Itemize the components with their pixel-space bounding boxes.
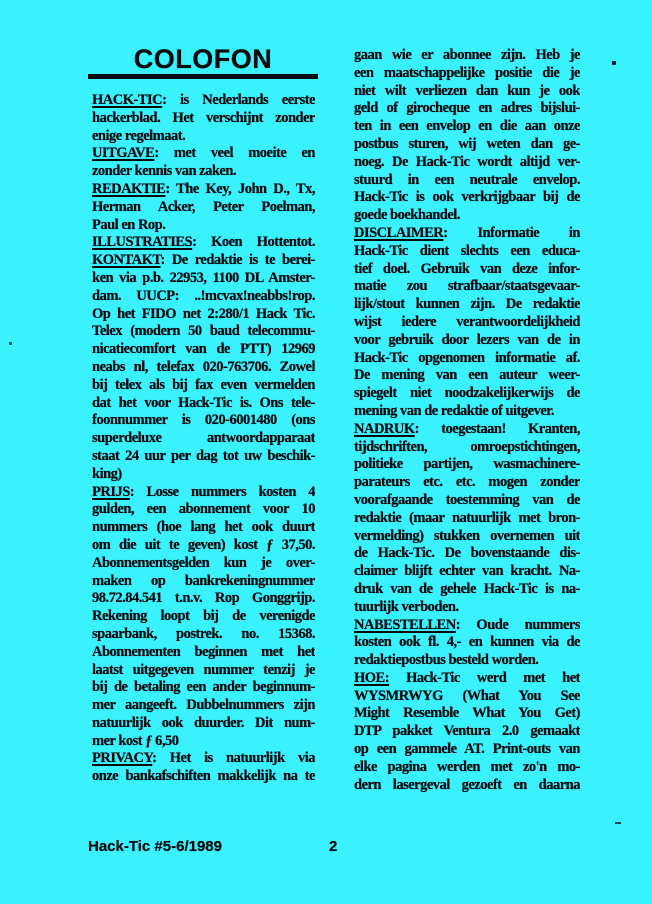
- line-text: Might Resemble What You Get): [354, 705, 580, 722]
- text-line: [354, 563, 580, 581]
- line-text: Hack-Tic opgenomen informatie af.: [354, 349, 580, 366]
- line-text: de Hack-Tic. De bovenstaande dis-: [354, 545, 580, 562]
- line-text: een maatschappelijke positie die je: [354, 64, 580, 81]
- line-text: parateurs etc. etc. mogen zonder: [354, 474, 580, 491]
- line-text: DTP pakket Ventura 2.0 gemaakt: [354, 723, 580, 740]
- line-text: Abonnementen beginnen met het: [92, 643, 315, 660]
- line-text: : Het is natuurlijk via: [152, 750, 315, 767]
- line-text: bij de betaling een ander beginnum-: [92, 679, 315, 696]
- line-text: om die uit te geven) kost ƒ 37,50.: [92, 536, 315, 553]
- text-line: [354, 652, 580, 670]
- text-line: [92, 448, 315, 466]
- line-text: : Koen Hottentot.: [192, 234, 315, 251]
- text-line: [354, 759, 580, 777]
- line-text: lijk/stout kunnen zijn. De redaktie: [354, 296, 580, 313]
- page-title: COLOFON: [133, 44, 273, 74]
- text-line: [354, 581, 580, 599]
- line-text: onze bankafschiften makkelijk na te: [92, 768, 315, 785]
- line-text: Telex (modern 50 baud telecommu-: [92, 323, 315, 340]
- line-text: 98.72.84.541 t.n.v. Rop Gonggrijp.: [92, 590, 315, 607]
- line-text: Herman Acker, Peter Poelman,: [92, 198, 315, 215]
- footer-issue: Hack-Tic #5-6/1989: [88, 838, 222, 855]
- text-line: [92, 626, 315, 644]
- line-text: foonnummer is 020-6001480 (ons: [92, 412, 315, 429]
- line-text: noeg. De Hack-Tic wordt altijd ver-: [354, 153, 580, 170]
- section-label: HOE:: [354, 669, 390, 686]
- text-line: [92, 341, 315, 359]
- text-line: [354, 545, 580, 563]
- text-line: [354, 296, 580, 314]
- line-text: De mening van een auteur weer-: [354, 367, 580, 384]
- line-text: : De redaktie is te berei-: [160, 252, 315, 269]
- text-line: [92, 768, 315, 786]
- text-line: [354, 278, 580, 296]
- text-line: [92, 110, 315, 128]
- text-line: [92, 270, 315, 288]
- line-text: : Losse nummers kosten 4: [129, 483, 315, 500]
- text-line: [354, 474, 580, 492]
- text-line: [354, 617, 580, 635]
- page-title-block: [88, 46, 318, 73]
- text-line: [354, 83, 580, 101]
- line-text: claimer blijft echter van kracht. Na-: [354, 563, 580, 580]
- line-text: : toegestaan! Kranten,: [414, 420, 580, 437]
- text-line: [92, 590, 315, 608]
- line-text: matie zou strafbaar/staatsgevaar-: [354, 278, 580, 295]
- text-line: [354, 439, 580, 457]
- text-line: [354, 528, 580, 546]
- text-line: [92, 501, 315, 519]
- text-line: [354, 243, 580, 261]
- line-text: king): [92, 465, 122, 482]
- text-line: [92, 199, 315, 217]
- section-label: NABESTELLEN: [354, 616, 456, 633]
- text-line: [354, 172, 580, 190]
- line-text: tijdschriften, omroepstichtingen,: [354, 438, 580, 455]
- scan-speck: [9, 342, 12, 345]
- text-line: [354, 100, 580, 118]
- text-line: [92, 163, 315, 181]
- line-text: tuurlijk verboden.: [354, 598, 459, 615]
- section-label: UITGAVE: [92, 145, 155, 162]
- line-text: Rekening loopt bij de verenigde: [92, 608, 315, 625]
- text-line: [92, 181, 315, 199]
- line-text: Op het FIDO net 2:280/1 Hack Tic.: [92, 305, 315, 322]
- text-line: [354, 705, 580, 723]
- line-text: goede boekhandel.: [354, 207, 460, 224]
- text-line: [92, 430, 315, 448]
- text-line: [92, 128, 315, 146]
- text-line: [354, 634, 580, 652]
- text-line: [354, 777, 580, 795]
- section-label: KONTAKT: [92, 252, 161, 269]
- line-text: gulden, een abonnement voor 10: [92, 501, 315, 518]
- line-text: : is Nederlands eerste: [162, 92, 315, 108]
- line-text: mening van de redaktie of uitgever.: [354, 402, 554, 419]
- line-text: ken via p.b. 22953, 1100 DL Amster-: [92, 269, 315, 286]
- line-text: op een gammele AT. Print-outs van: [354, 741, 580, 758]
- line-text: : The Key, John D., Tx,: [165, 180, 315, 197]
- text-line: [354, 741, 580, 759]
- line-text: ten in een envelop en die aan onze: [354, 118, 580, 135]
- text-line: [354, 456, 580, 474]
- text-line: [354, 118, 580, 136]
- section-label: PRIJS: [92, 483, 130, 500]
- line-text: voorafgaande toestemming van de: [354, 491, 580, 508]
- line-text: maken op bankrekeningnummer: [92, 572, 315, 589]
- line-text: WYSMRWYG (What You See: [354, 687, 580, 704]
- title-underline-rule: [88, 74, 318, 79]
- line-text: niet wilt verliezen dan kun je ook: [354, 82, 580, 99]
- text-line: [354, 154, 580, 172]
- line-text: Hack-Tic werd met het: [389, 669, 580, 686]
- text-line: [92, 288, 315, 306]
- line-text: stuurd in een neutrale envelop.: [354, 171, 580, 188]
- text-line: [354, 670, 580, 688]
- line-text: laatst uitgegeven nummer tenzij je: [92, 661, 315, 678]
- line-text: kosten ook fl. 4,- en kunnen via de: [354, 634, 580, 651]
- line-text: : met veel moeite en: [154, 145, 315, 162]
- text-line: [354, 688, 580, 706]
- text-line: [354, 136, 580, 154]
- text-line: [92, 234, 315, 252]
- line-text: : Oude nummers: [455, 616, 580, 633]
- line-text: enige regelmaat.: [92, 127, 186, 144]
- text-line: [354, 599, 580, 617]
- section-label: REDAKTIE: [92, 180, 166, 197]
- text-line: [354, 314, 580, 332]
- text-line: [354, 385, 580, 403]
- section-label: PRIVACY: [92, 750, 153, 767]
- line-text: Paul en Rop.: [92, 216, 166, 233]
- line-text: neabs nl, telefax 020-763706. Zowel: [92, 358, 315, 375]
- line-text: superdeluxe antwoordapparaat: [92, 430, 315, 447]
- left-column: [92, 92, 315, 786]
- line-text: nicatiecomfort van de PTT) 12969: [92, 341, 315, 358]
- text-line: [92, 466, 315, 484]
- section-label: NADRUK: [354, 420, 415, 437]
- section-label: ILLUSTRATIES: [92, 234, 193, 251]
- line-text: : Informatie in: [443, 224, 580, 241]
- scan-speck: [612, 61, 616, 65]
- text-line: [92, 733, 315, 751]
- scan-speck: [615, 822, 621, 824]
- line-text: dam. UUCP: ..!mcvax!neabbs!rop.: [92, 287, 315, 304]
- line-text: Hack-Tic is ook verkrijgbaar bij de: [354, 189, 580, 206]
- text-line: [92, 484, 315, 502]
- line-text: politieke partijen, wasmachinere-: [354, 456, 580, 473]
- text-line: [92, 412, 315, 430]
- text-line: [92, 145, 315, 163]
- text-line: [92, 679, 315, 697]
- line-text: wijst iedere verantwoordelijkheid: [354, 313, 580, 330]
- line-text: voor gebruik door lezers van de in: [354, 331, 580, 348]
- line-text: vermelding) stukken overnemen uit: [354, 527, 580, 544]
- text-line: [354, 492, 580, 510]
- section-label: DISCLAIMER: [354, 224, 444, 241]
- text-line: [354, 65, 580, 83]
- text-line: [354, 332, 580, 350]
- text-line: [354, 723, 580, 741]
- text-line: [92, 377, 315, 395]
- line-text: spaarbank, postrek. no. 15368.: [92, 625, 315, 642]
- text-line: [92, 92, 315, 110]
- text-line: [92, 252, 315, 270]
- line-text: gaan wie er abonnee zijn. Heb je: [354, 47, 580, 63]
- text-line: [92, 519, 315, 537]
- line-text: mer kost ƒ 6,50: [92, 732, 179, 749]
- line-text: mer aangeeft. Dubbelnummers zijn: [92, 697, 315, 714]
- line-text: dat het voor Hack-Tic is. Ons tele-: [92, 394, 315, 411]
- line-text: staat 24 uur per dag tot uw beschik-: [92, 447, 315, 464]
- text-line: [354, 403, 580, 421]
- text-line: [354, 189, 580, 207]
- text-line: [92, 537, 315, 555]
- text-line: [92, 715, 315, 733]
- text-line: [354, 350, 580, 368]
- right-column: [354, 47, 580, 794]
- text-line: [92, 573, 315, 591]
- line-text: Hack-Tic dient slechts een educa-: [354, 242, 580, 259]
- text-line: [92, 323, 315, 341]
- text-line: [354, 47, 580, 65]
- line-text: redaktie (maar natuurlijk met bron-: [354, 509, 580, 526]
- text-line: [92, 555, 315, 573]
- text-line: [354, 207, 580, 225]
- line-text: dern lasergeval gezoeft en daarna: [354, 776, 580, 793]
- line-text: hackerblad. Het verschijnt zonder: [92, 109, 315, 126]
- text-line: [92, 697, 315, 715]
- text-line: [92, 662, 315, 680]
- section-label: HACK-TIC: [92, 92, 163, 108]
- line-text: tief doel. Gebruik van deze infor-: [354, 260, 580, 277]
- text-line: [92, 395, 315, 413]
- line-text: druk van de gehele Hack-Tic is na-: [354, 580, 580, 597]
- text-line: [92, 750, 315, 768]
- line-text: postbus sturen, wij weten dan ge-: [354, 135, 580, 152]
- line-text: zonder kennis van zaken.: [92, 163, 237, 180]
- text-line: [92, 608, 315, 626]
- text-line: [92, 306, 315, 324]
- text-line: [354, 261, 580, 279]
- line-text: geld of girocheque en adres bijslui-: [354, 100, 580, 117]
- text-line: [354, 421, 580, 439]
- line-text: Abonnementsgelden kun je over-: [92, 554, 315, 571]
- text-line: [92, 217, 315, 235]
- footer-page-number: 2: [329, 838, 338, 855]
- text-line: [354, 367, 580, 385]
- line-text: redaktiepostbus besteld worden.: [354, 652, 539, 669]
- text-line: [92, 644, 315, 662]
- line-text: elke pagina werden met zo'n mo-: [354, 758, 580, 775]
- line-text: spiegelt niet noodzakelijkerwijs de: [354, 385, 580, 402]
- line-text: nummers (hoe lang het ook duurt: [92, 519, 315, 536]
- text-line: [354, 225, 580, 243]
- text-line: [354, 510, 580, 528]
- line-text: bij telex als bij fax even vermelden: [92, 376, 315, 393]
- text-line: [92, 359, 315, 377]
- line-text: natuurlijk ook duurder. Dit num-: [92, 714, 315, 731]
